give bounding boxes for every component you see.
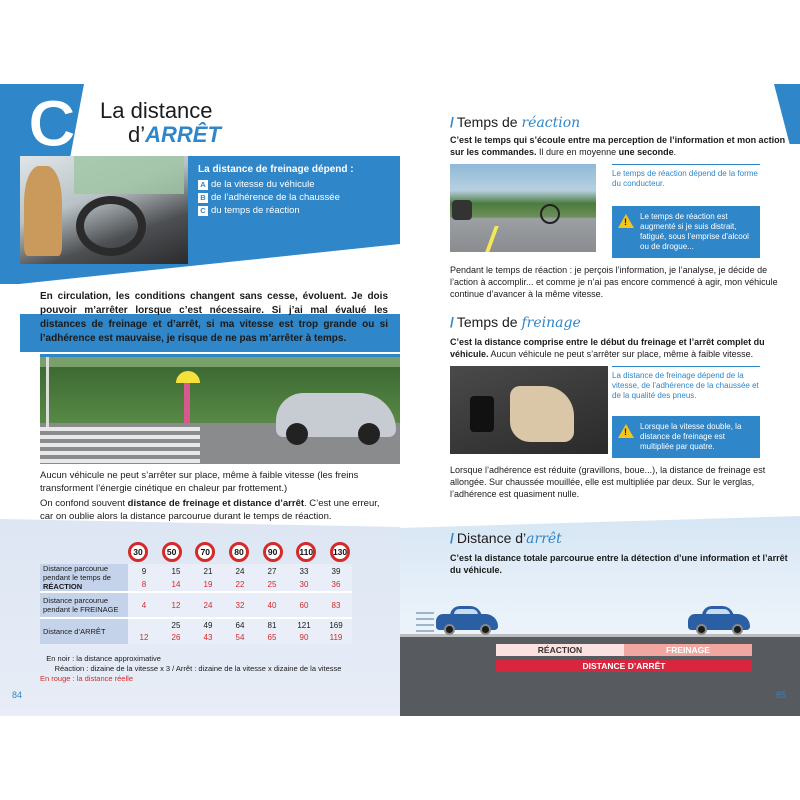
section-title-arret: / Distance d’arrêt bbox=[450, 530, 562, 547]
speed-sign: 110 bbox=[296, 542, 316, 562]
page-number: 84 bbox=[12, 690, 23, 700]
intro-paragraph: En circulation, les conditions changent sans cesse, évoluent. Je dois pouvoir m’arrêter lorsque c’est nécessaire. Si j’ai mal évalué les distances de freinage et d’arrêt, si ma vitesse est trop grande ou si l’adhérence est mauvaise, je risque de ne pas m’arrêter à temps. bbox=[40, 291, 388, 344]
distance-table bbox=[40, 564, 352, 644]
freinage-note: La distance de freinage dépend de la vitesse, de l’adhérence de la chaussée et de la qualité des pneus. bbox=[612, 366, 760, 401]
freinage-warning: ! Lorsque la vitesse double, la distance de freinage est multipliée par quatre. bbox=[612, 416, 760, 458]
car-stop-icon bbox=[688, 606, 750, 634]
table-row: Distance d’ARRÊT 25 49 64 81 121 169 bbox=[40, 618, 352, 631]
reaction-paragraph: Pendant le temps de réaction : je perçois l’information, je l’analyse, je décide de l’action à accomplir... et comme je n’ai pas encore commencé à agir, mon véhicule continue d’avancer à la même vitesse. bbox=[450, 265, 778, 299]
warning-icon: ! bbox=[618, 214, 634, 228]
factor-item: B de l’adhérence de la chaussée bbox=[198, 192, 398, 203]
bar-freinage: FREINAGE bbox=[624, 644, 752, 656]
bar-reaction: RÉACTION bbox=[496, 644, 624, 656]
arret-intro: C’est la distance totale parcourue entre la détection d’une information et l’arrêt du véhicule. bbox=[450, 553, 788, 575]
pedal-photo bbox=[450, 366, 608, 454]
speed-sign: 80 bbox=[229, 542, 249, 562]
paragraph-confusion: On confond souvent distance de freinage et distance d’arrêt. C’est une erreur, car on oublie alors la distance parcourue durant le temps de réaction. bbox=[40, 498, 380, 522]
freinage-paragraph: Lorsque l’adhérence est réduite (gravillons, boue...), la distance de freinage est allongée. Sur chaussée mouillée, elle est multipliée par deux. Sur le verglas, l’adhérence est quasiment nulle. bbox=[450, 465, 766, 499]
page-title-line2: d’ARRÊT bbox=[128, 122, 221, 147]
reaction-intro: C’est le temps qui s’écoule entre ma perception de l’information et mon action sur les commandes. Il dure en moyenne une seconde. bbox=[450, 135, 786, 157]
speed-sign: 70 bbox=[195, 542, 215, 562]
driver-photo bbox=[20, 156, 188, 264]
crosswalk-photo bbox=[40, 354, 400, 464]
table-row: Distance parcourue pendant le temps de RÉACTION 9 15 21 24 27 33 39 bbox=[40, 564, 352, 578]
freinage-factors bbox=[198, 164, 398, 218]
warning-icon: ! bbox=[618, 424, 634, 438]
reaction-note: Le temps de réaction dépend de la forme du conducteur. bbox=[612, 164, 760, 189]
factor-item: C du temps de réaction bbox=[198, 205, 398, 216]
reaction-warning: ! Le temps de réaction est augmenté si je suis distrait, fatigué, sous l’emprise d’alcool ou de drogue... bbox=[612, 206, 760, 258]
distance-bar bbox=[496, 644, 752, 656]
speed-signs bbox=[128, 542, 350, 562]
right-page bbox=[400, 84, 800, 716]
factor-item: A de la vitesse du véhicule bbox=[198, 179, 398, 190]
speed-sign: 50 bbox=[162, 542, 182, 562]
table-row: 12 26 43 54 65 90 119 bbox=[40, 631, 352, 644]
car-start-icon bbox=[436, 606, 498, 634]
bar-distance-arret: DISTANCE D’ARRÊT bbox=[496, 660, 752, 672]
row-label-arret: Distance d’ARRÊT bbox=[40, 618, 128, 644]
paragraph-friction: Aucun véhicule ne peut s’arrêter sur place, même à faible vitesse (les freins transforment l’énergie cinétique en chaleur par frottement.) bbox=[40, 470, 359, 494]
left-page bbox=[0, 84, 400, 716]
section-title-freinage: / Temps de freinage bbox=[450, 314, 581, 331]
cyclist-road-photo bbox=[450, 164, 596, 252]
chapter-letter-c bbox=[24, 90, 80, 154]
speed-sign: 30 bbox=[128, 542, 148, 562]
page-title-line1: La distance bbox=[100, 98, 213, 123]
page-number: 85 bbox=[775, 690, 786, 700]
freinage-intro: C’est la distance comprise entre le début du freinage et l’arrêt complet du véhicule. Aucun véhicule ne peut s’arrêter sur place, même à faible vitesse. bbox=[450, 337, 765, 359]
row-label-reaction: Distance parcourue pendant le temps de RÉACTION bbox=[40, 564, 128, 592]
speed-sign: 90 bbox=[263, 542, 283, 562]
section-title-reaction: / Temps de réaction bbox=[450, 114, 581, 131]
table-row: 8 14 19 22 25 30 36 bbox=[40, 578, 352, 592]
factors-heading: La distance de freinage dépend : bbox=[198, 164, 354, 175]
svg-text:C: C bbox=[28, 90, 76, 154]
table-legend: En noir : la distance approximative Réaction : dizaine de la vitesse x 3 / Arrêt : dizaine de la vitesse x dizaine de la vitesse En rouge : la distance réelle bbox=[40, 654, 342, 683]
table-row: Distance parcourue pendant le FREINAGE 4 12 24 32 40 60 83 bbox=[40, 592, 352, 618]
row-label-freinage: Distance parcourue pendant le FREINAGE bbox=[40, 592, 128, 618]
speed-sign: 130 bbox=[330, 542, 350, 562]
